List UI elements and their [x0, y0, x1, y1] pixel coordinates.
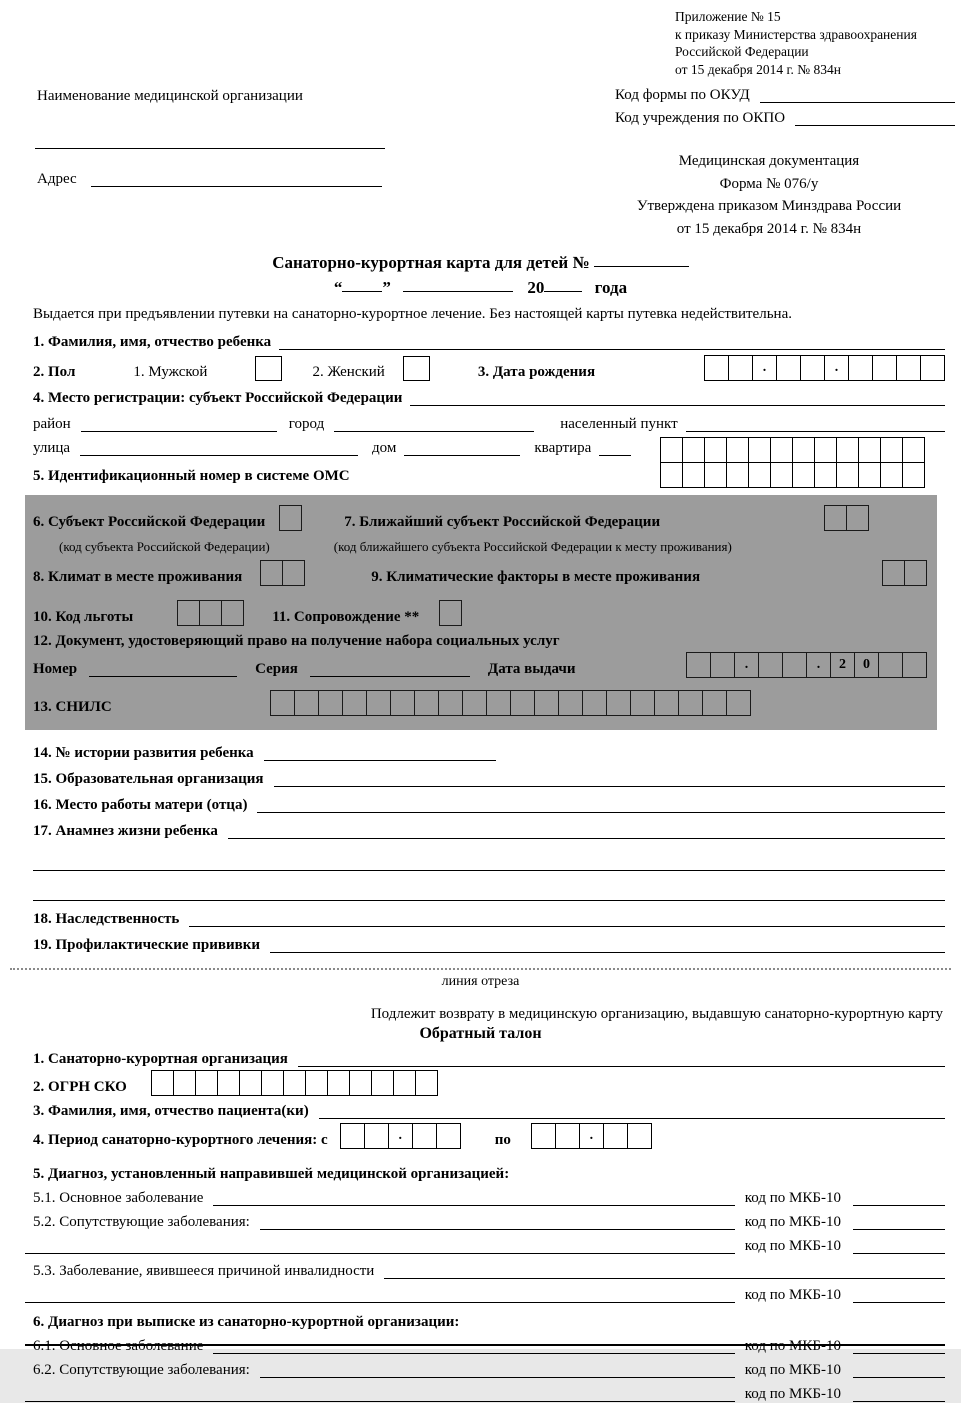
street-line[interactable] [80, 439, 358, 456]
resort-org-row [33, 1046, 945, 1068]
child-fio-row [33, 329, 945, 351]
digit-cell[interactable] [792, 437, 815, 463]
digit-cell[interactable] [510, 690, 535, 716]
digit-cell[interactable] [770, 462, 793, 488]
document-details-row [33, 652, 927, 678]
nearest-region-cells[interactable] [824, 505, 869, 531]
digit-cell[interactable] [702, 690, 727, 716]
digit-cell[interactable] [902, 652, 927, 678]
icd-code-label: код по МКБ-10 [744, 1287, 841, 1303]
digit-cell[interactable] [255, 356, 282, 381]
education-org-line[interactable] [274, 770, 945, 787]
main-disease-row [33, 1185, 945, 1207]
district-city-row [33, 411, 945, 433]
oms-grid[interactable] [660, 437, 925, 488]
issue-date-label: Дата выдачи [487, 661, 576, 677]
snils-label: 13. СНИЛС [33, 699, 112, 715]
digit-cell[interactable] [239, 1070, 262, 1096]
referral-diagnosis-row [33, 1161, 945, 1183]
patient-fio-row [33, 1098, 945, 1120]
icd-code-line[interactable] [853, 1237, 945, 1254]
main-disease-label: 5.1. Основное заболевание [33, 1190, 204, 1206]
digit-cell[interactable] [318, 690, 343, 716]
treatment-period-row [33, 1123, 945, 1149]
digit-cell[interactable] [531, 1123, 556, 1149]
district-line[interactable] [81, 415, 277, 432]
digit-cell[interactable] [390, 690, 415, 716]
registration-line[interactable] [410, 389, 945, 406]
street-row [33, 435, 631, 457]
vaccinations-label: 19. Профилактические прививки [33, 937, 261, 953]
disability-disease-label: 5.3. Заболевание, явившееся причиной инвалидности [33, 1263, 375, 1279]
digit-cell[interactable] [414, 690, 439, 716]
year-word: года [594, 278, 628, 297]
parent-work-label: 16. Место работы матери (отца) [33, 797, 248, 813]
okpo-label: Код учреждения по ОКПО [615, 110, 786, 126]
digit-cell[interactable] [294, 690, 319, 716]
benefits-block [25, 495, 937, 730]
history-number-line[interactable] [264, 744, 496, 761]
digit-cell[interactable] [726, 437, 749, 463]
digit-cell[interactable] [305, 1070, 328, 1096]
day-line[interactable] [342, 275, 382, 292]
digit-cell[interactable] [195, 1070, 218, 1096]
ogrn-row [33, 1070, 945, 1096]
benefit-code-cells[interactable] [177, 600, 244, 626]
period-to-label: по [494, 1132, 511, 1148]
oms-grid-row-2[interactable] [660, 462, 925, 488]
digit-cell[interactable] [371, 1070, 394, 1096]
benefit-code-label: 10. Код льготы [33, 609, 134, 625]
patient-fio-label: 3. Фамилия, имя, отчество пациента(ки) [33, 1103, 309, 1119]
year-prefix: 20 [527, 278, 545, 297]
okpo-row [615, 109, 955, 127]
digit-cell[interactable] [462, 690, 487, 716]
concomitant-extra-row [25, 1233, 945, 1255]
digit-cell[interactable] [686, 652, 711, 678]
document-row [33, 628, 927, 650]
ogrn-cells[interactable] [151, 1070, 438, 1096]
vaccinations-line[interactable] [270, 936, 945, 953]
issue-date-cells[interactable] [686, 652, 927, 678]
vaccinations-row [33, 932, 945, 954]
digit-cell[interactable] [282, 560, 305, 586]
street-label: улица [33, 440, 71, 456]
concomitant-disease-row [33, 1209, 945, 1231]
city-label: город [288, 416, 325, 432]
climate-factors-cells[interactable] [882, 560, 927, 586]
concomitant-extra-line[interactable] [25, 1237, 735, 1254]
org-name-label: Наименование медицинской организации [37, 88, 303, 104]
anamnesis-row [33, 818, 945, 840]
digit-cell[interactable] [340, 1123, 365, 1149]
icd-code-label: код по МКБ-10 [744, 1238, 841, 1254]
bottom-rule [25, 1344, 945, 1346]
resort-org-label: 1. Санаторно-курортная организация [33, 1051, 288, 1067]
digit-cell[interactable] [606, 690, 631, 716]
icd-code-line[interactable] [853, 1385, 945, 1402]
anamnesis-extra-row [33, 880, 945, 902]
discharge-extra-row [25, 1381, 945, 1403]
digit-cell[interactable] [748, 437, 771, 463]
digit-cell[interactable] [221, 600, 244, 626]
snils-cells[interactable] [270, 690, 751, 716]
form-header [0, 0, 961, 240]
ogrn-label: 2. ОГРН СКО [33, 1079, 127, 1095]
digit-cell[interactable] [660, 437, 683, 463]
digit-cell[interactable] [782, 652, 807, 678]
history-number-label: 14. № истории развития ребенка [33, 745, 254, 761]
discharge-main-label: 6.1. Основное заболевание [33, 1338, 204, 1354]
house-line[interactable] [404, 439, 520, 456]
history-number-row [33, 740, 945, 762]
settlement-line[interactable] [686, 415, 945, 432]
period-label: 4. Период санаторно-курортного лечения: с [33, 1132, 328, 1148]
icd-code-label: код по МКБ-10 [744, 1214, 841, 1230]
icd-code-line[interactable] [853, 1213, 945, 1230]
digit-cell[interactable] [776, 355, 801, 381]
oms-label: 5. Идентификационный номер в системе ОМС [33, 468, 350, 484]
parent-work-row [33, 792, 945, 814]
digit-cell[interactable] [704, 437, 727, 463]
separator-cell: . [734, 652, 759, 678]
digit-cell[interactable] [627, 1123, 652, 1149]
sex-label: 2. Пол [33, 364, 76, 380]
digit-cell[interactable] [364, 1123, 389, 1149]
digit-cell[interactable] [261, 1070, 284, 1096]
year-line[interactable] [544, 275, 582, 292]
med-doc-line: Форма № 076/у [719, 175, 819, 192]
region-code-cell[interactable] [279, 505, 302, 531]
digit-cell[interactable] [902, 462, 925, 488]
education-org-label: 15. Образовательная организация [33, 771, 264, 787]
digit-cell[interactable] [758, 652, 783, 678]
digit-cell[interactable] [824, 505, 847, 531]
dob-cells[interactable] [704, 355, 945, 381]
med-doc-line: Утверждена приказом Минздрава России [636, 198, 902, 214]
digit-cell[interactable] [920, 355, 945, 381]
digit-cell[interactable] [436, 1123, 461, 1149]
anamnesis-line-3[interactable] [33, 884, 945, 901]
digit-cell[interactable] [534, 690, 559, 716]
okud-label: Код формы по ОКУД [615, 87, 750, 103]
icd-code-line[interactable] [853, 1361, 945, 1378]
address-label: Адрес [37, 171, 77, 187]
icd-code-label: код по МКБ-10 [744, 1338, 841, 1354]
appendix-line: от 15 декабря 2014 г. № 834н [675, 61, 842, 77]
okud-line[interactable] [760, 86, 955, 103]
digit-cell[interactable] [630, 690, 655, 716]
concomitant-disease-line[interactable] [260, 1213, 735, 1230]
digit-cell[interactable] [704, 355, 729, 381]
digit-cell[interactable] [682, 462, 705, 488]
discharge-diagnosis-label: 6. Диагноз при выписке из санаторно-курортной организации: [33, 1314, 460, 1330]
digit-cell[interactable] [880, 462, 903, 488]
concomitant-disease-label: 5.2. Сопутствующие заболевания: [33, 1214, 250, 1230]
digit-cell[interactable] [904, 560, 927, 586]
digit-cell[interactable] [177, 600, 200, 626]
disability-disease-line[interactable] [384, 1262, 945, 1279]
region-codes-row [33, 505, 927, 531]
med-doc-line: от 15 декабря 2014 г. № 834н [676, 220, 862, 237]
referral-diagnosis-label: 5. Диагноз, установленный направившей медицинской организацией: [33, 1166, 510, 1182]
disability-icd-row [25, 1282, 945, 1304]
appendix-line: Приложение № 15 [675, 9, 781, 24]
digit-cell[interactable] [342, 690, 367, 716]
sex-male-label: 1. Мужской [133, 364, 208, 380]
oms-grid-row-1[interactable] [660, 437, 925, 463]
sex-female-checkbox[interactable] [403, 356, 430, 381]
discharge-diagnosis-row [33, 1309, 945, 1331]
main-disease-line[interactable] [213, 1189, 734, 1206]
digit-cell[interactable] [660, 462, 683, 488]
digit-cell[interactable] [366, 690, 391, 716]
patient-fio-line[interactable] [319, 1102, 945, 1119]
region-captions-row [33, 533, 927, 555]
digit-cell[interactable] [173, 1070, 196, 1096]
address-line[interactable] [91, 170, 382, 187]
city-line[interactable] [334, 415, 534, 432]
digit-cell[interactable] [704, 462, 727, 488]
quote-open: “ [333, 278, 343, 297]
digit-cell[interactable] [260, 560, 283, 586]
education-org-row [33, 766, 945, 788]
digit-cell[interactable] [438, 690, 463, 716]
digit-cell: 0 [854, 652, 879, 678]
digit-cell[interactable] [393, 1070, 416, 1096]
separator-cell: . [824, 355, 849, 381]
digit-cell[interactable] [882, 560, 905, 586]
heredity-line[interactable] [189, 910, 945, 927]
doc-number-line[interactable] [89, 660, 237, 677]
parent-work-line[interactable] [257, 796, 945, 813]
digit-cell[interactable] [279, 505, 302, 531]
discharge-concomitant-row [33, 1357, 945, 1379]
card-number-line[interactable] [594, 248, 689, 267]
digit-cell: 2 [830, 652, 855, 678]
anamnesis-line[interactable] [228, 822, 945, 839]
digit-cell[interactable] [902, 437, 925, 463]
discharge-concomitant-label: 6.2. Сопутствующие заболевания: [33, 1362, 250, 1378]
icd-code-label: код по МКБ-10 [744, 1362, 841, 1378]
icd-code-line[interactable] [853, 1286, 945, 1303]
separator-cell: . [752, 355, 777, 381]
digit-cell[interactable] [403, 356, 430, 381]
digit-cell[interactable] [151, 1070, 174, 1096]
nearest-region-caption: (код ближайшего субъекта Российской Федерации к месту проживания) [333, 539, 732, 554]
child-fio-label: 1. Фамилия, имя, отчество ребенка [33, 334, 272, 350]
digit-cell[interactable] [270, 690, 295, 716]
heredity-row [33, 906, 945, 928]
climate-row [33, 560, 927, 586]
digit-cell[interactable] [770, 437, 793, 463]
form-title-row [0, 248, 961, 273]
registration-label: 4. Место регистрации: субъект Российской Федерации [33, 390, 403, 406]
apartment-label: квартира [534, 440, 592, 456]
digit-cell[interactable] [836, 437, 859, 463]
digit-cell[interactable] [872, 355, 897, 381]
digit-cell[interactable] [846, 505, 869, 531]
climate-factors-label: 9. Климатические факторы в месте проживания [371, 569, 701, 585]
digit-cell[interactable] [858, 437, 881, 463]
digit-cell[interactable] [654, 690, 679, 716]
cut-line [10, 968, 951, 970]
digit-cell[interactable] [682, 437, 705, 463]
document-label: 12. Документ, удостоверяющий право на получение набора социальных услуг [33, 633, 560, 649]
return-note: Подлежит возврату в медицинскую организацию, выдавшую санаторно-курортную карту [370, 1006, 943, 1022]
digit-cell[interactable] [349, 1070, 372, 1096]
separator-cell: . [806, 652, 831, 678]
digit-cell[interactable] [582, 690, 607, 716]
digit-cell[interactable] [814, 462, 837, 488]
digit-cell[interactable] [199, 600, 222, 626]
digit-cell[interactable] [800, 355, 825, 381]
okud-row [615, 86, 955, 104]
settlement-label: населенный пункт [560, 416, 678, 432]
discharge-concomitant-line[interactable] [260, 1361, 735, 1378]
form-title: Санаторно-курортная карта для детей № [272, 253, 590, 272]
region-code-label: 6. Субъект Российской Федерации [33, 514, 266, 530]
child-fio-line[interactable] [279, 333, 945, 350]
digit-cell[interactable] [814, 437, 837, 463]
digit-cell[interactable] [878, 652, 903, 678]
period-from-cells[interactable] [340, 1123, 461, 1149]
disability-disease-row [33, 1258, 945, 1280]
cut-line-label: линия отреза [441, 974, 520, 989]
digit-cell[interactable] [327, 1070, 350, 1096]
digit-cell[interactable] [726, 462, 749, 488]
digit-cell[interactable] [748, 462, 771, 488]
org-name-line[interactable] [35, 130, 385, 149]
escort-cell[interactable] [439, 600, 462, 626]
talon-title: Обратный талон [419, 1025, 542, 1042]
doc-series-label: Серия [255, 661, 298, 677]
anamnesis-line-2[interactable] [33, 854, 945, 871]
apartment-line[interactable] [599, 439, 631, 456]
sex-female-label: 2. Женский [312, 364, 385, 380]
icd-code-label: код по МКБ-10 [744, 1386, 841, 1402]
region-code-caption: (код субъекта Российской Федерации) [59, 539, 270, 554]
digit-cell[interactable] [726, 690, 751, 716]
appendix-line: Российской Федерации [675, 44, 809, 60]
anamnesis-extra-row [33, 850, 945, 872]
digit-cell[interactable] [283, 1070, 306, 1096]
digit-cell[interactable] [710, 652, 735, 678]
digit-cell[interactable] [412, 1123, 437, 1149]
digit-cell[interactable] [217, 1070, 240, 1096]
digit-cell[interactable] [678, 690, 703, 716]
digit-cell[interactable] [880, 437, 903, 463]
digit-cell[interactable] [858, 462, 881, 488]
doc-number-label: Номер [33, 661, 78, 677]
separator-cell: . [388, 1123, 413, 1149]
discharge-extra-line[interactable] [25, 1385, 735, 1402]
med-doc-line: Медицинская документация [678, 153, 860, 169]
digit-cell[interactable] [792, 462, 815, 488]
digit-cell[interactable] [603, 1123, 628, 1149]
dob-label: 3. Дата рождения [477, 364, 596, 380]
house-label: дом [372, 440, 397, 456]
climate-cells[interactable] [260, 560, 305, 586]
month-line[interactable] [403, 275, 513, 292]
appendix-note [675, 8, 960, 78]
icd-code-label: код по МКБ-10 [744, 1190, 841, 1206]
digit-cell[interactable] [728, 355, 753, 381]
address-row [37, 170, 382, 188]
digit-cell[interactable] [558, 690, 583, 716]
registration-row [33, 385, 945, 407]
digit-cell[interactable] [486, 690, 511, 716]
digit-cell[interactable] [896, 355, 921, 381]
district-label: район [33, 416, 71, 432]
heredity-label: 18. Наследственность [33, 911, 180, 927]
separator-cell: . [579, 1123, 604, 1149]
form-date-row [0, 275, 961, 298]
okpo-line[interactable] [795, 109, 955, 126]
snils-row [33, 690, 927, 716]
appendix-line: к приказу Министерства здравоохранения [675, 26, 917, 42]
anamnesis-label: 17. Анамнез жизни ребенка [33, 823, 218, 839]
validity-note: Выдается при предъявлении путевки на санаторно-курортное лечение. Без настоящей карты путевка недействительна. [33, 306, 792, 322]
sex-male-checkbox[interactable] [255, 356, 282, 381]
escort-label: 11. Сопровождение ** [272, 609, 420, 625]
icd-code-line[interactable] [853, 1189, 945, 1206]
sex-dob-row [33, 355, 945, 381]
med-doc-note [580, 150, 958, 240]
disability-extra-line[interactable] [25, 1286, 735, 1303]
resort-org-line[interactable] [298, 1050, 945, 1067]
climate-label: 8. Климат в месте проживания [33, 569, 243, 585]
street-oms-block [0, 435, 961, 485]
quote-close: ” [382, 278, 391, 297]
digit-cell[interactable] [415, 1070, 438, 1096]
benefit-escort-row [33, 600, 927, 626]
digit-cell[interactable] [555, 1123, 580, 1149]
digit-cell[interactable] [439, 600, 462, 626]
digit-cell[interactable] [848, 355, 873, 381]
digit-cell[interactable] [836, 462, 859, 488]
doc-series-line[interactable] [310, 660, 470, 677]
period-to-cells[interactable] [531, 1123, 652, 1149]
nearest-region-label: 7. Ближайший субъект Российской Федерации [344, 514, 661, 530]
